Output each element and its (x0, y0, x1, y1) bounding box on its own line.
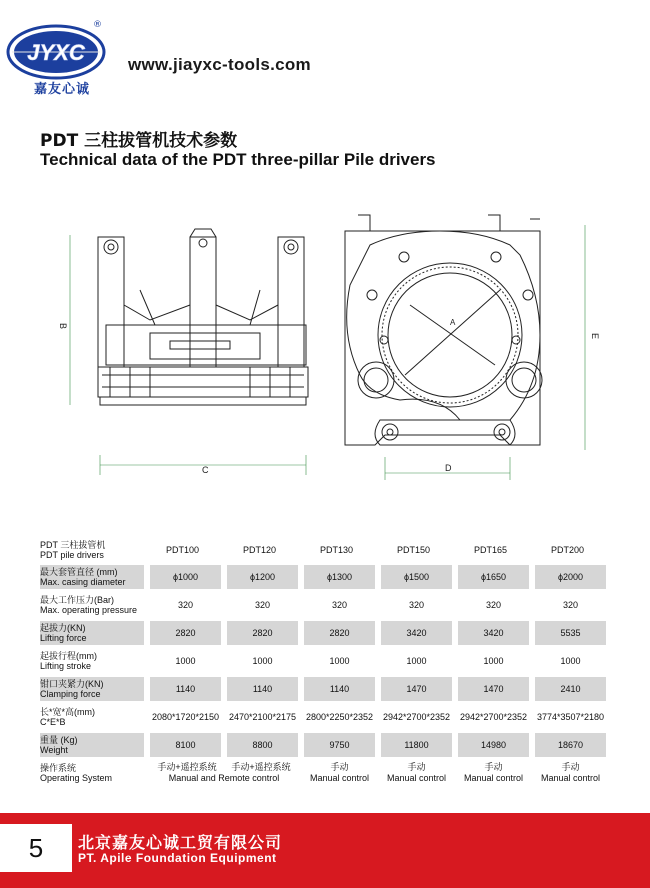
technical-drawing (40, 195, 620, 495)
cell-en: Manual control (540, 773, 601, 783)
table-cell: 320 (529, 593, 606, 617)
model-header: PDT150 (396, 545, 431, 555)
table-cell: 9750 (298, 733, 375, 757)
cell-cn: 手动 (330, 762, 349, 772)
table-cell: ϕ1000 (144, 565, 221, 589)
table-cell: 2820 (221, 621, 298, 645)
table-cell: 320 (298, 593, 375, 617)
page-title-chinese: PDT 三柱拔管机技术参数 (40, 131, 238, 151)
table-cell: 2800*2250*2352 (298, 705, 375, 729)
row-label-cn: 最大套管直径 (mm) (40, 567, 118, 577)
row-label-cn: 钳口夹紧力(KN) (40, 679, 104, 689)
table-row-operating-system (40, 761, 606, 785)
row-label-en: Max. operating pressure (40, 605, 138, 615)
table-cell: ϕ1650 (452, 565, 529, 589)
table-cell: 320 (452, 593, 529, 617)
company-name-english: PT. Apile Foundation Equipment (78, 851, 277, 865)
top-view-drawing (345, 215, 585, 480)
model-header: PDT100 (165, 545, 200, 555)
table-cell: 2820 (144, 621, 221, 645)
dimension-label-e: E (590, 333, 600, 340)
table-cell: 5535 (529, 621, 606, 645)
table-cell: 2820 (298, 621, 375, 645)
logo-chinese-name: 嘉友心诚 (34, 82, 91, 97)
table-row (40, 733, 606, 757)
table-cell: 8800 (221, 733, 298, 757)
cell-cn: 手动+遥控系统 (157, 762, 217, 772)
cell-cn: 手动+遥控系统 (231, 762, 291, 772)
row-label-cn: 起拔行程(mm) (40, 651, 97, 661)
table-cell: 1000 (144, 649, 221, 673)
row-label (40, 733, 144, 757)
table-cell: 1470 (375, 677, 452, 701)
table-cell: 1140 (144, 677, 221, 701)
cell-cn: 手动 (407, 762, 426, 772)
page-title-english: Technical data of the PDT three-pillar Pile drivers (40, 150, 436, 169)
dimension-label-a: A (450, 318, 456, 327)
model-header: PDT165 (473, 545, 508, 555)
table-header-cn: PDT 三柱拔管机 (40, 540, 106, 550)
table-cell: ϕ1300 (298, 565, 375, 589)
table-cell-combined (144, 761, 298, 785)
row-label-cn: 重量 (Kg) (40, 735, 78, 745)
row-label (40, 677, 144, 701)
table-cell (529, 761, 606, 785)
page-number-box (0, 824, 72, 872)
table-cell: 1470 (452, 677, 529, 701)
row-label-en: Lifting stroke (40, 661, 92, 671)
table-cell (298, 761, 375, 785)
table-cell: 2942*2700*2352 (375, 705, 452, 729)
row-label (40, 565, 144, 589)
row-label (40, 705, 144, 729)
table-cell: 320 (375, 593, 452, 617)
dimension-label-b: B (58, 323, 68, 330)
dimension-label-d: D (445, 463, 452, 473)
model-header: PDT130 (319, 545, 354, 555)
table-header-en: PDT pile drivers (40, 550, 104, 560)
table-cell: 2942*2700*2352 (452, 705, 529, 729)
table-cell: 1000 (298, 649, 375, 673)
logo-text: JYXC (27, 40, 85, 65)
row-label-en: Lifting force (40, 633, 87, 643)
cell-cn: 手动 (561, 762, 580, 772)
row-label-en: Operating System (40, 773, 113, 783)
dimension-label-c: C (202, 465, 209, 475)
table-cell: 320 (144, 593, 221, 617)
table-cell: ϕ1500 (375, 565, 452, 589)
cell-en: Manual control (463, 773, 524, 783)
table-cell: 1140 (221, 677, 298, 701)
table-cell: 2080*1720*2150 (144, 705, 221, 729)
model-header: PDT200 (550, 545, 585, 555)
front-view-drawing (70, 229, 308, 475)
table-cell: 1000 (529, 649, 606, 673)
table-cell: ϕ1200 (221, 565, 298, 589)
page-number: 5 (28, 833, 44, 863)
table-cell: 11800 (375, 733, 452, 757)
table-cell: 1000 (375, 649, 452, 673)
registered-mark: ® (93, 20, 102, 30)
table-row (40, 677, 606, 701)
table-cell: 18670 (529, 733, 606, 757)
table-row (40, 649, 606, 673)
table-cell: ϕ2000 (529, 565, 606, 589)
cell-en: Manual control (309, 773, 370, 783)
table-cell (452, 761, 529, 785)
table-cell: 2410 (529, 677, 606, 701)
cell-en: Manual control (386, 773, 447, 783)
table-cell: 3774*3507*2180 (529, 705, 606, 729)
table-cell: 3420 (375, 621, 452, 645)
row-label-en: Weight (40, 745, 68, 755)
table-cell: 1140 (298, 677, 375, 701)
table-cell: 8100 (144, 733, 221, 757)
table-cell: 1000 (452, 649, 529, 673)
row-label-en: Clamping force (40, 689, 101, 699)
row-label (40, 593, 144, 617)
table-cell: 3420 (452, 621, 529, 645)
cell-cn: 手动 (484, 762, 503, 772)
table-header-label (40, 539, 144, 561)
table-row (40, 705, 606, 729)
row-label-cn: 最大工作压力(Bar) (40, 595, 114, 605)
table-cell (375, 761, 452, 785)
table-cell: 1000 (221, 649, 298, 673)
row-label-cn: 起拔力(KN) (40, 623, 86, 633)
table-row (40, 565, 606, 589)
cell-en: Manual and Remote control (168, 773, 280, 783)
row-label-en: C*E*B (40, 717, 66, 727)
row-label (40, 649, 144, 673)
table-cell: 2470*2100*2175 (221, 705, 298, 729)
table-cell: 320 (221, 593, 298, 617)
row-label (40, 621, 144, 645)
table-cell: 14980 (452, 733, 529, 757)
model-header: PDT120 (242, 545, 277, 555)
table-header-row (40, 539, 606, 561)
company-name-chinese: 北京嘉友心诚工贸有限公司 (78, 833, 283, 852)
website-url[interactable]: www.jiayxc-tools.com (128, 55, 311, 74)
row-label-en: Max. casing diameter (40, 577, 126, 587)
table-row (40, 621, 606, 645)
specification-table (40, 535, 606, 789)
table-row (40, 593, 606, 617)
row-label-cn: 操作系统 (40, 763, 77, 773)
row-label-cn: 长*宽*高(mm) (40, 707, 95, 717)
row-label (40, 761, 144, 785)
